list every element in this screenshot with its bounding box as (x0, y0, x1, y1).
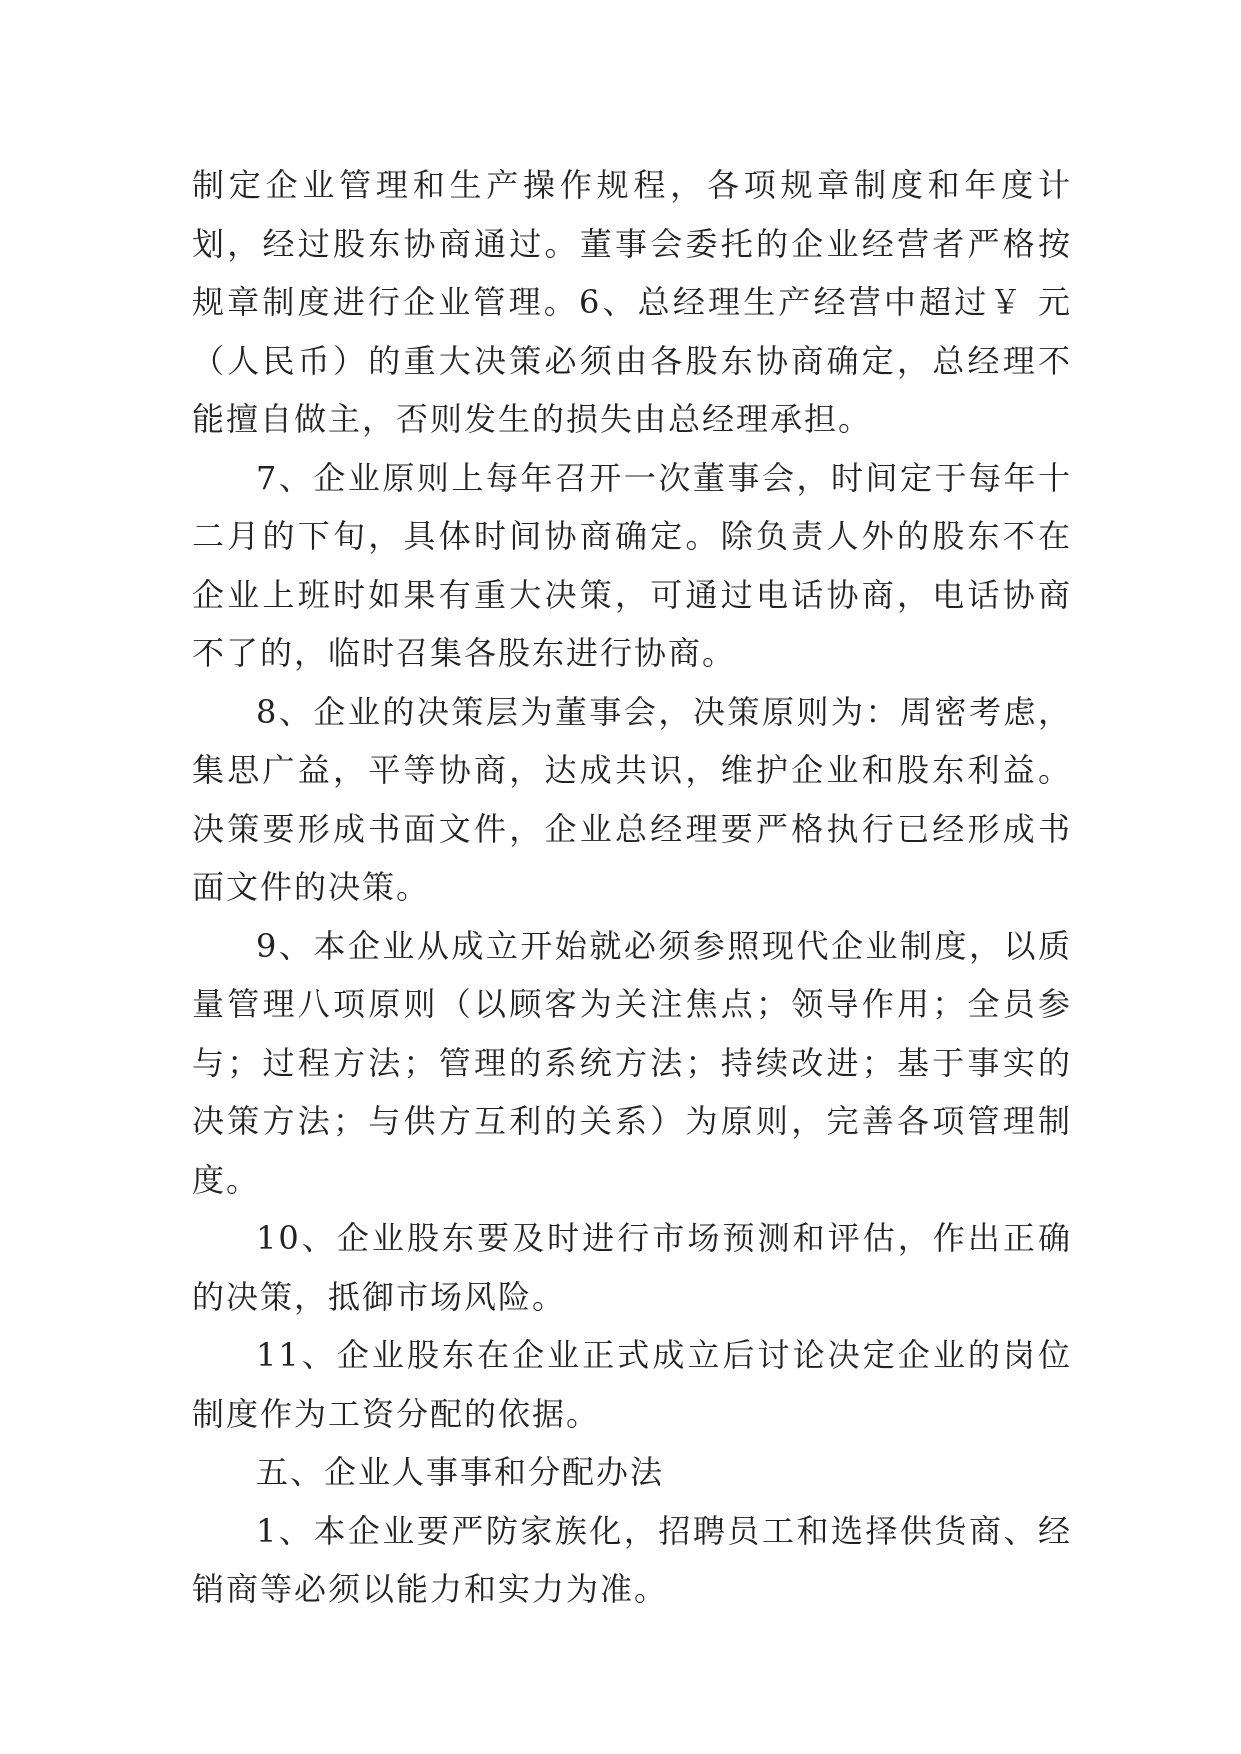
paragraph-item-11: 11、企业股东在企业正式成立后讨论决定企业的岗位制度作为工资分配的依据。 (192, 1336, 1072, 1433)
paragraph-item-10: 10、企业股东要及时进行市场预测和评估，作出正确的决策，抵御市场风险。 (192, 1219, 1072, 1316)
paragraph-item-7: 7、企业原则上每年召开一次董事会，时间定于每年十二月的下旬，具体时间协商确定。除负责人外的股东不在企业上班时如果有重大决策，可通过电话协商，电话协商不了的，临时召集各股东进行协商。 (192, 458, 1072, 672)
paragraph-section5-item-1: 1、本企业要严防家族化，招聘员工和选择供货商、经销商等必须以能力和实力为准。 (192, 1511, 1072, 1608)
paragraph-continuation: 制定企业管理和生产操作规程，各项规章制度和年度计划，经过股东协商通过。董事会委托的企业经营者严格按规章制度进行企业管理。6、总经理生产经营中超过￥ 元（人民币）的重大决策必须由各股东协商确定，总经理不能擅自做主，否则发生的损失由总经理承担。 (192, 166, 1072, 438)
paragraph-item-8: 8、企业的决策层为董事会，决策原则为：周密考虑，集思广益，平等协商，达成共识，维护企业和股东利益。决策要形成书面文件，企业总经理要严格执行已经形成书面文件的决策。 (192, 692, 1072, 906)
paragraph-item-9: 9、本企业从成立开始就必须参照现代企业制度，以质量管理八项原则（以顾客为关注焦点；领导作用；全员参与；过程方法；管理的系统方法；持续改进；基于事实的决策方法；与供方互利的关系）为原则，完善各项管理制度。 (192, 926, 1072, 1199)
section-heading-5: 五、企业人事事和分配办法 (256, 1453, 665, 1491)
document-body (192, 156, 1072, 1619)
